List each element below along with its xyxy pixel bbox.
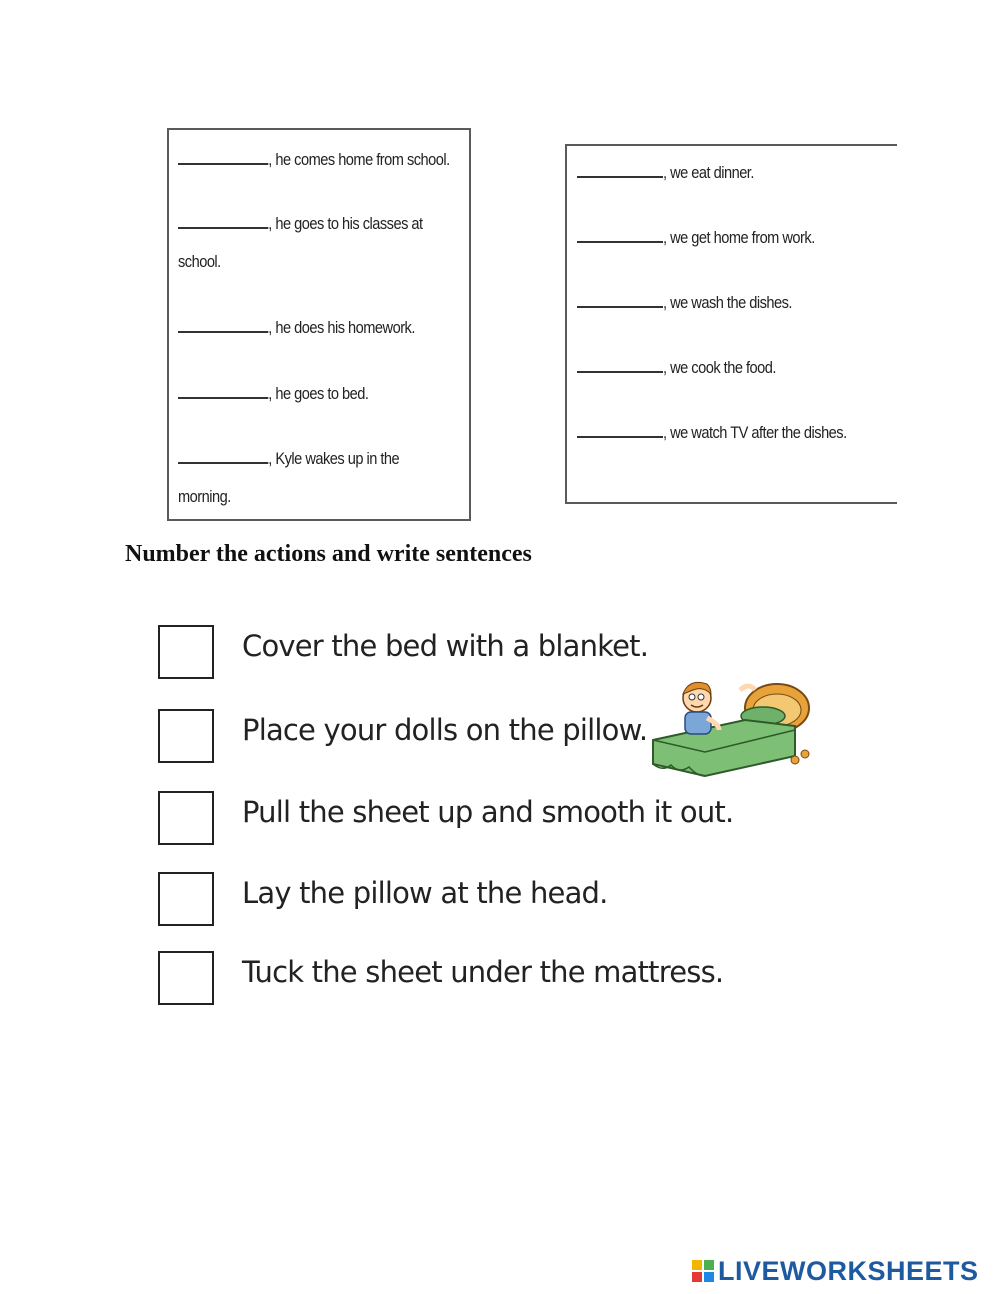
right-item-1: , we eat dinner.	[577, 163, 754, 183]
brand-logo-area	[692, 1256, 979, 1286]
section-heading: Number the actions and write sentences	[125, 541, 532, 567]
action-text: Tuck the sheet under the mattress.	[242, 955, 724, 989]
brand-text: LIVEWORKSHEETS	[718, 1255, 979, 1286]
right-item-2: , we get home from work.	[577, 228, 815, 248]
answer-blank[interactable]	[577, 175, 663, 178]
action-text: Lay the pillow at the head.	[242, 876, 608, 910]
right-item-5: , we watch TV after the dishes.	[577, 423, 847, 443]
boy-making-bed-icon	[645, 668, 820, 788]
left-item-1: , he comes home from school.	[178, 150, 450, 170]
answer-blank[interactable]	[178, 330, 268, 333]
answer-blank[interactable]	[178, 461, 268, 464]
number-box[interactable]	[158, 791, 214, 845]
number-box[interactable]	[158, 625, 214, 679]
right-item-4: , we cook the food.	[577, 358, 776, 378]
right-item-3: , we wash the dishes.	[577, 293, 792, 313]
left-item-4: , he goes to bed.	[178, 384, 368, 404]
answer-blank[interactable]	[178, 162, 268, 165]
answer-blank[interactable]	[178, 226, 268, 229]
number-box[interactable]	[158, 872, 214, 926]
answer-blank[interactable]	[577, 305, 663, 308]
answer-blank[interactable]	[577, 370, 663, 373]
left-item-3: , he does his homework.	[178, 318, 415, 338]
liveworksheets-logo-icon	[692, 1260, 714, 1282]
action-text: Place your dolls on the pillow.	[242, 713, 648, 747]
sequence-box-right	[565, 144, 897, 504]
number-box[interactable]	[158, 709, 214, 763]
left-item-2: , he goes to his classes at school.	[178, 214, 423, 271]
answer-blank[interactable]	[577, 240, 663, 243]
action-text: Cover the bed with a blanket.	[242, 629, 649, 663]
action-text: Pull the sheet up and smooth it out.	[242, 795, 734, 829]
left-item-5: , Kyle wakes up in the morning.	[178, 449, 400, 506]
answer-blank[interactable]	[577, 435, 663, 438]
number-box[interactable]	[158, 951, 214, 1005]
answer-blank[interactable]	[178, 396, 268, 399]
